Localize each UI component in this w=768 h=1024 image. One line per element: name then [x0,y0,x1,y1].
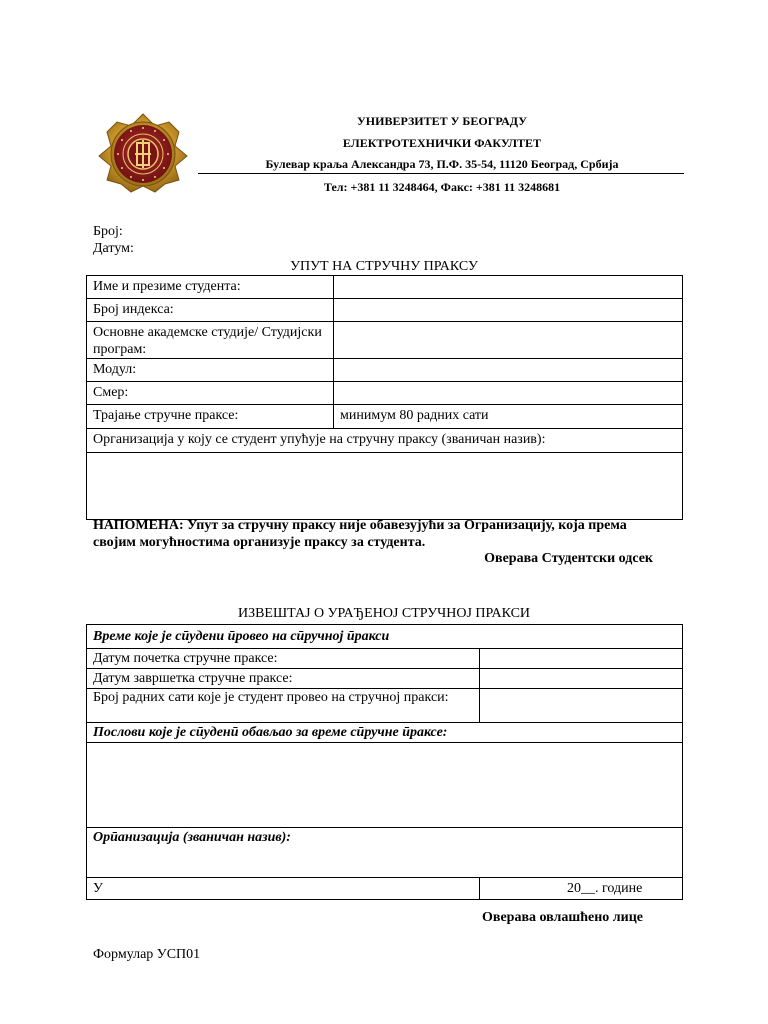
table-row [87,299,683,322]
referral-table [86,275,683,520]
table-row [87,276,683,299]
end-date-field[interactable] [480,669,683,689]
table-row [87,625,683,649]
referral-title: УПУТ НА СТРУЧНУ ПРАКСУ [290,259,478,274]
table-row [87,405,683,429]
duration-label: Трајање стручне праксе: [87,405,334,429]
table-row [87,382,683,405]
start-date-field[interactable] [480,649,683,669]
table-row [87,429,683,453]
track-label: Смер: [87,382,334,405]
table-row [87,322,683,359]
table-row [87,689,683,723]
report-table [86,624,683,900]
study-program-field[interactable] [334,322,683,359]
table-row [87,649,683,669]
start-date-label: Датум почетка стручне праксе: [87,649,480,669]
table-row [87,359,683,382]
authorized-person-signature: Оверава овлашћено лице [482,910,643,925]
module-label: Модул: [87,359,334,382]
time-section-heading: Време које је сӣудени ӣровео на сӣручној ӣракси [87,625,683,649]
form-code: Формулар УСП01 [93,947,201,962]
university-name: УНИВЕРЗИТЕТ У БЕОГРАДУ [356,114,528,128]
student-office-verification: Оверава Студентски одсек [484,551,653,566]
tasks-section-heading: Послови које је сӣуденӣ обављао за време сӣручне ӣраксе: [87,723,683,743]
place-field[interactable]: У [87,878,480,900]
module-field[interactable] [334,359,683,382]
table-row [87,828,683,878]
student-name-field[interactable] [334,276,683,299]
table-row [87,723,683,743]
work-hours-field[interactable] [480,689,683,723]
report-title: ИЗВЕШТАЈ О УРАЂЕНОЈ СТРУЧНОЈ ПРАКСИ [237,606,531,621]
faculty-seal-logo [95,110,191,194]
faculty-address: Булевар краља Александра 73, П.Ф. 35-54, 11120 Београд, Србија [265,157,619,171]
work-hours-label: Број радних сати које је студент провео на стручној пракси: [87,689,480,723]
year-field[interactable]: 20__. године [480,878,683,900]
header-divider [198,173,684,174]
table-row [87,453,683,520]
report-organization-heading[interactable]: Орӣанизација (званичан назив): [87,828,683,878]
document-date-label: Датум: [93,241,134,256]
organization-field[interactable] [87,453,683,520]
document-number-label: Број: [93,224,123,239]
faculty-contact: Тел: +381 11 3248464, Факс: +381 11 3248681 [323,180,561,194]
organization-label: Организација у коју се студент упућује на стручну праксу (званичан назив): [87,429,683,453]
end-date-label: Датум завршетка стручне праксе: [87,669,480,689]
table-row [87,669,683,689]
study-program-label: Основне академске студије/ Студијски програм: [87,322,334,359]
faculty-name: ЕЛЕКТРОТЕХНИЧКИ ФАКУЛТЕТ [342,136,542,150]
referral-note: НАПОМЕНА: Упут за стручну праксу није обавезујући за Огранизацију, која према својим могућностима организује праксу за студента. [93,518,627,550]
student-name-label: Име и презиме студента: [87,276,334,299]
table-row [87,743,683,828]
table-row [87,878,683,900]
tasks-field[interactable] [87,743,683,828]
index-number-field[interactable] [334,299,683,322]
duration-value: минимум 80 радних сати [334,405,683,429]
track-field[interactable] [334,382,683,405]
index-number-label: Број индекса: [87,299,334,322]
